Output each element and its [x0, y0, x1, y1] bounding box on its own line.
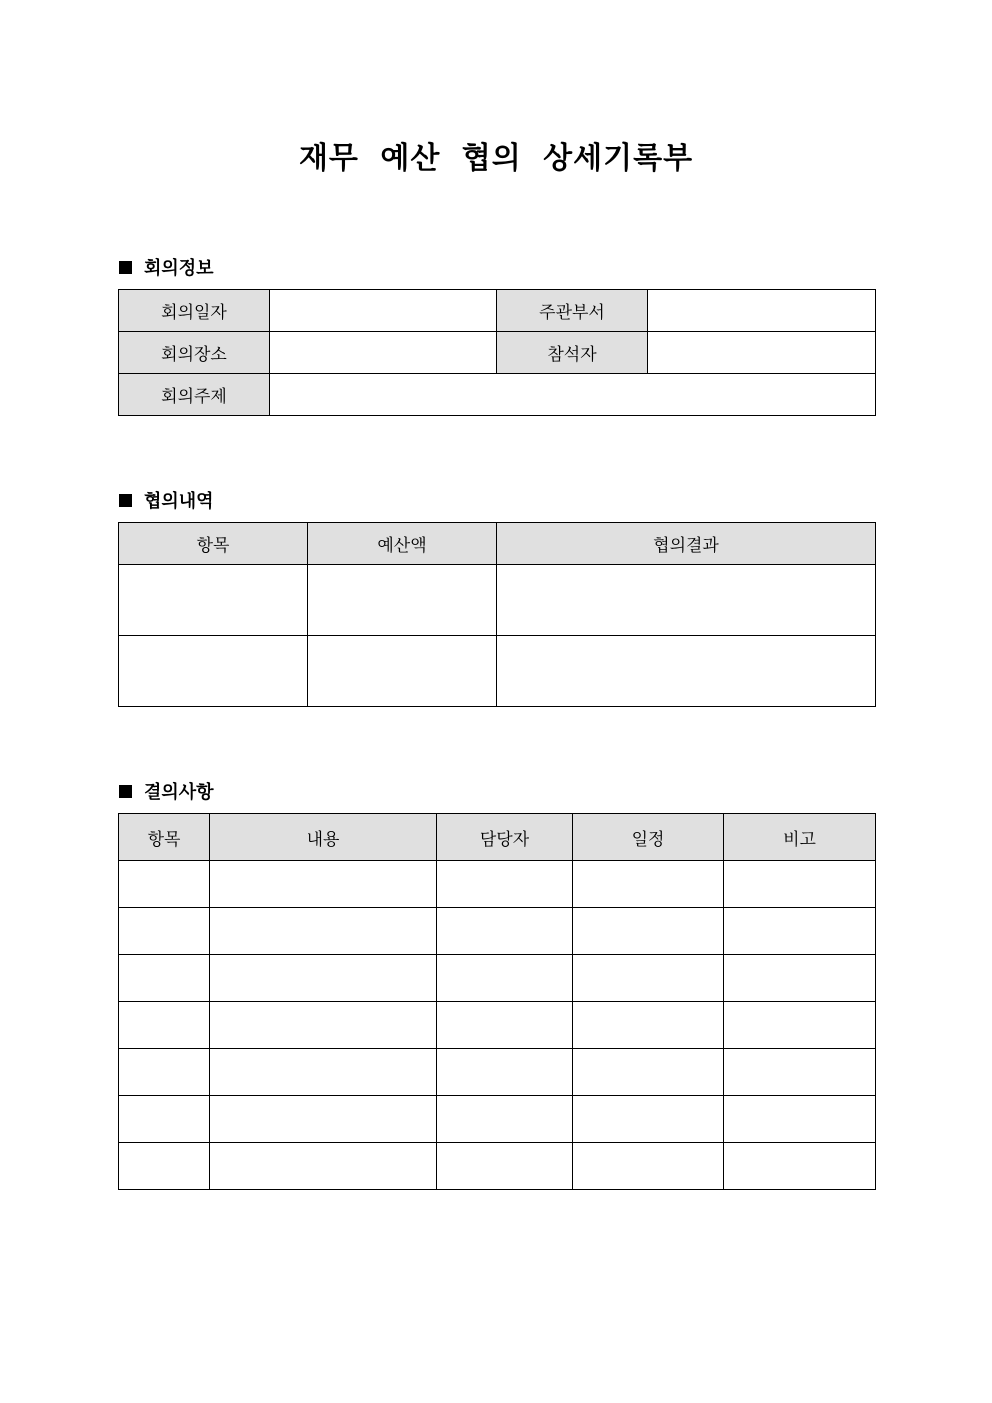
meeting-topic-field[interactable] [270, 374, 876, 416]
person-in-charge-cell[interactable] [437, 955, 573, 1002]
document-title: 재무 예산 협의 상세기록부 [298, 141, 694, 176]
schedule-cell[interactable] [573, 1143, 724, 1190]
table-row [119, 290, 876, 332]
item-cell[interactable] [119, 955, 210, 1002]
person-in-charge-cell[interactable] [437, 908, 573, 955]
budget-discussion-table [118, 522, 876, 707]
content-cell[interactable] [210, 908, 437, 955]
square-bullet-icon [119, 785, 132, 798]
column-header-content: 내용 [210, 814, 437, 861]
attendees-label: 참석자 [497, 332, 648, 374]
person-in-charge-cell[interactable] [437, 1143, 573, 1190]
resolutions-heading [119, 778, 214, 804]
content-cell[interactable] [210, 955, 437, 1002]
schedule-cell[interactable] [573, 1049, 724, 1096]
table-row [119, 374, 876, 416]
column-header-person-in-charge: 담당자 [437, 814, 573, 861]
item-cell[interactable] [119, 861, 210, 908]
table-row [119, 955, 876, 1002]
square-bullet-icon [119, 261, 132, 274]
meeting-info-heading [119, 254, 214, 280]
column-header-remarks: 비고 [724, 814, 876, 861]
meeting-date-field[interactable] [270, 290, 497, 332]
person-in-charge-cell[interactable] [437, 1049, 573, 1096]
budget-discussion-heading [119, 487, 214, 513]
remarks-cell[interactable] [724, 908, 876, 955]
column-header-item: 항목 [119, 523, 308, 565]
attendees-field[interactable] [648, 332, 876, 374]
column-header-budget-amount: 예산액 [308, 523, 497, 565]
column-header-schedule: 일정 [573, 814, 724, 861]
table-row [119, 1096, 876, 1143]
meeting-date-label: 회의일자 [119, 290, 270, 332]
table-row [119, 1049, 876, 1096]
item-cell[interactable] [119, 1096, 210, 1143]
table-row [119, 332, 876, 374]
schedule-cell[interactable] [573, 908, 724, 955]
content-cell[interactable] [210, 1096, 437, 1143]
department-label: 주관부서 [497, 290, 648, 332]
schedule-cell[interactable] [573, 1096, 724, 1143]
table-header-row [119, 523, 876, 565]
schedule-cell[interactable] [573, 1002, 724, 1049]
budget-amount-cell[interactable] [308, 565, 497, 636]
remarks-cell[interactable] [724, 1143, 876, 1190]
resolutions-table [118, 813, 876, 1190]
resolutions-heading-label: 결의사항 [144, 782, 214, 803]
column-header-discussion-result: 협의결과 [497, 523, 876, 565]
person-in-charge-cell[interactable] [437, 1096, 573, 1143]
table-row [119, 565, 876, 636]
person-in-charge-cell[interactable] [437, 1002, 573, 1049]
person-in-charge-cell[interactable] [437, 861, 573, 908]
table-row [119, 908, 876, 955]
remarks-cell[interactable] [724, 1096, 876, 1143]
meeting-info-table [118, 289, 876, 416]
meeting-info-heading-label: 회의정보 [144, 258, 214, 279]
department-field[interactable] [648, 290, 876, 332]
content-cell[interactable] [210, 861, 437, 908]
square-bullet-icon [119, 494, 132, 507]
column-header-item: 항목 [119, 814, 210, 861]
item-cell[interactable] [119, 1049, 210, 1096]
meeting-location-label: 회의장소 [119, 332, 270, 374]
item-cell[interactable] [119, 636, 308, 707]
meeting-location-field[interactable] [270, 332, 497, 374]
budget-amount-cell[interactable] [308, 636, 497, 707]
remarks-cell[interactable] [724, 955, 876, 1002]
schedule-cell[interactable] [573, 955, 724, 1002]
budget-discussion-heading-label: 협의내역 [144, 491, 214, 512]
item-cell[interactable] [119, 908, 210, 955]
table-row [119, 1143, 876, 1190]
discussion-result-cell[interactable] [497, 636, 876, 707]
item-cell[interactable] [119, 1143, 210, 1190]
content-cell[interactable] [210, 1002, 437, 1049]
remarks-cell[interactable] [724, 1002, 876, 1049]
meeting-topic-label: 회의주제 [119, 374, 270, 416]
remarks-cell[interactable] [724, 1049, 876, 1096]
content-cell[interactable] [210, 1143, 437, 1190]
table-row [119, 861, 876, 908]
content-cell[interactable] [210, 1049, 437, 1096]
table-row [119, 636, 876, 707]
item-cell[interactable] [119, 565, 308, 636]
table-header-row [119, 814, 876, 861]
table-row [119, 1002, 876, 1049]
remarks-cell[interactable] [724, 861, 876, 908]
schedule-cell[interactable] [573, 861, 724, 908]
discussion-result-cell[interactable] [497, 565, 876, 636]
item-cell[interactable] [119, 1002, 210, 1049]
